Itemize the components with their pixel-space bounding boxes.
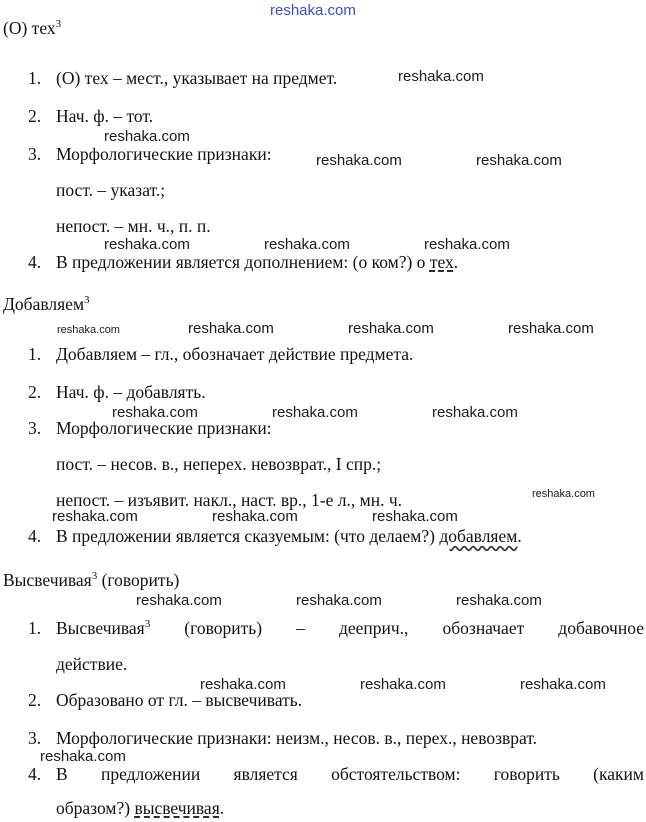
watermark: reshaka.com <box>372 508 458 525</box>
list-item: 2. Нач. ф. – добавлять. <box>28 382 206 402</box>
watermark: reshaka.com <box>104 128 190 145</box>
watermark: reshaka.com <box>424 236 510 253</box>
list-item: 3. Морфологические признаки: <box>28 418 272 438</box>
watermark: reshaka.com <box>476 152 562 169</box>
list-item: 1. Добавляем – гл., обозначает действие предмета. <box>28 344 414 364</box>
watermark: reshaka.com <box>264 236 350 253</box>
watermark: reshaka.com <box>316 152 402 169</box>
list-subitem: пост. – указат.; <box>56 180 166 200</box>
section-title-teh: (О) тех$^3$ <box>3 18 62 38</box>
watermark: reshaka.com <box>112 404 198 421</box>
watermark: reshaka.com <box>212 508 298 525</box>
section-title-vysvechivaya: Высвечивая$^3$ (говорить) <box>3 570 180 590</box>
list-item: 4. В предложении является дополнением: (о ком?) о тех. <box>28 252 459 272</box>
watermark: reshaka.com <box>136 592 222 609</box>
watermark: reshaka.com <box>432 404 518 421</box>
watermark: reshaka.com <box>40 748 126 765</box>
watermark: reshaka.com <box>456 592 542 609</box>
watermark: reshaka.com <box>360 676 446 693</box>
watermark: reshaka.com <box>532 488 595 500</box>
list-item: 3. Морфологические признаки: <box>28 144 272 164</box>
list-item: 4. В предложении является сказуемым: (что делаем?) добавляем. <box>28 526 522 546</box>
watermark: reshaka.com <box>508 320 594 337</box>
watermark: reshaka.com <box>188 320 274 337</box>
list-item: 2. Образовано от гл. – высвечивать. <box>28 690 303 710</box>
watermark: reshaka.com <box>104 236 190 253</box>
list-subitem: пост. – несов. в., неперех. невозврат., I спр.; <box>56 454 382 474</box>
watermark: reshaka.com <box>52 508 138 525</box>
watermark: reshaka.com <box>296 592 382 609</box>
list-subitem: непост. – мн. ч., п. п. <box>56 216 211 236</box>
list-item-continuation: образом?) высвечивая. <box>56 798 225 818</box>
list-item: 4. В предложении является обстоятельством: говорить (каким <box>28 764 644 784</box>
section-title-dobavlyaem: Добавляем$^3$ <box>3 294 90 314</box>
watermark: reshaka.com <box>270 2 356 19</box>
watermark: reshaka.com <box>520 676 606 693</box>
list-item: 1. Высвечивая$^3$ (говорить) – дееприч., обозначает добавочное <box>28 618 644 638</box>
watermark: reshaka.com <box>57 324 120 336</box>
list-subitem: непост. – изъявит. накл., наст. вр., 1-е л., мн. ч. <box>56 490 403 510</box>
list-item: 3. Морфологические признаки: неизм., несов. в., перех., невозврат. <box>28 728 538 748</box>
watermark: reshaka.com <box>200 676 286 693</box>
list-item: 2. Нач. ф. – тот. <box>28 106 154 126</box>
watermark: reshaka.com <box>348 320 434 337</box>
watermark: reshaka.com <box>398 68 484 85</box>
list-item-continuation: действие. <box>56 654 128 674</box>
list-item: 1. (О) тех – мест., указывает на предмет. <box>28 68 338 88</box>
watermark: reshaka.com <box>272 404 358 421</box>
